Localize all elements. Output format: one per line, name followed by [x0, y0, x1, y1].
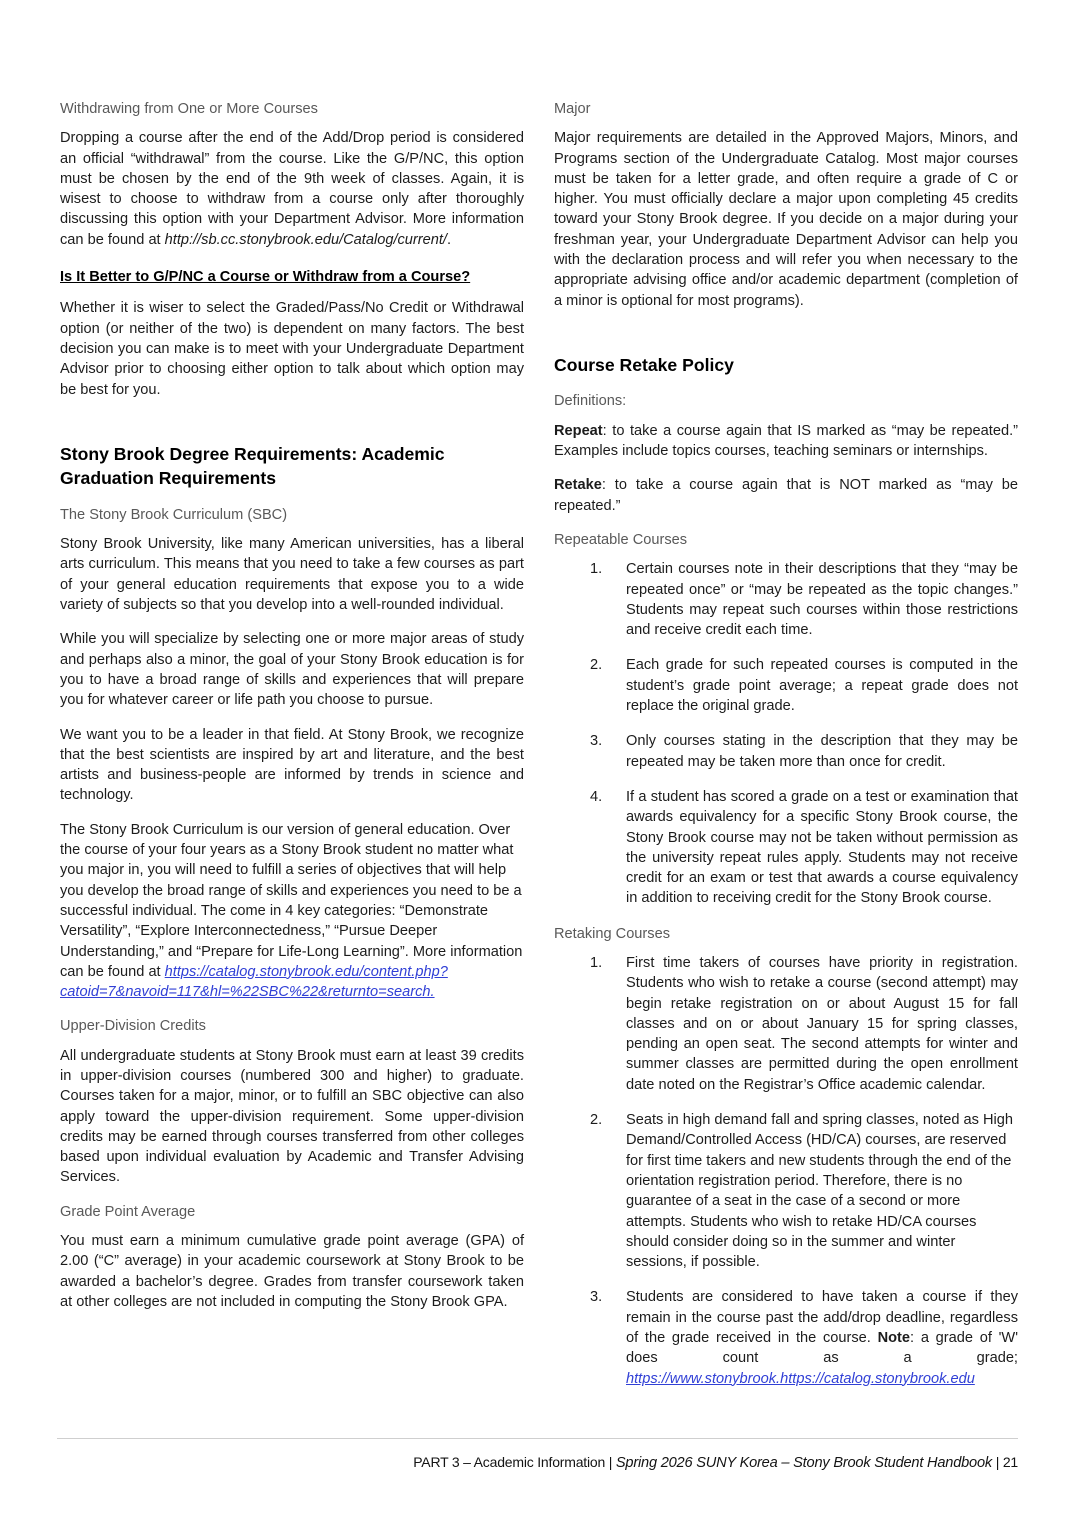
- right-column: [554, 85, 1018, 1404]
- section-heading-sbc: The Stony Brook Curriculum (SBC): [60, 506, 288, 523]
- paragraph-sbc-2: While you will specialize by selecting one or more major areas of study and perhaps also a minor, the goal of your Stony Brook education is for you to have a broad range of skills and experiences that will prepare you for whatever career or life path you choose to pursue.: [60, 631, 524, 709]
- list-item-text: Certain courses note in their descriptions that they “may be repeated once” or “may be repeated as the topic changes.” Students may repeat such courses within those restrictions and receive credit each time.: [626, 561, 1018, 639]
- section-title-degree-requirements: Stony Brook Degree Requirements: Academic Graduation Requirements: [60, 443, 445, 489]
- list-item-retaking-3: [554, 1287, 1018, 1388]
- paragraph-text: .: [446, 231, 452, 248]
- paragraph-gpnc: Whether it is wiser to select the Graded/Pass/No Credit or Withdrawal option (or neither of the two) is dependent on many factors. The best decision you can make is to meet with your Undergraduate Department Advisor prior to choosing either option to talk about which option may be best for you.: [60, 300, 524, 398]
- list-item-text: Seats in high demand fall and spring classes, noted as High Demand/Controlled Access (HD/CA) courses, are reserved for first time takers and new students through the end of the orientation registration period. Therefore, there is no guarantee of a seat in the case of a second or more attempts. Students who wish to retake HD/CA courses should consider doing so in the summer and winter sessions, if possible.: [626, 1112, 1013, 1271]
- paragraph-text: The Stony Brook Curriculum is our version of general education. Over the course of your four years as a Stony Brook student no matter what you major in, you will need to fulfill a series of objectives that will help you develop the broad range of skills and experiences you need to be a successful individual. The come in 4 key categories: “Demonstrate Versatility”, “Explore Interconnectedness,” “Pursue Deeper Understanding,” and “Prepare for Life-Long Learning”. More information can be found at: [60, 821, 523, 980]
- list-item-repeatable-1: [554, 559, 1018, 640]
- term-note: Note: [877, 1330, 911, 1347]
- section-heading-gpa: Grade Point Average: [60, 1203, 196, 1220]
- list-number: 4.: [590, 788, 603, 805]
- paragraph-text: Dropping a course after the end of the Add/Drop period is considered an official “withdrawal” from the course. Like the G/P/NC, this option must be chosen by the end of the 9th week of classes. Again, it is wisest to choose to withdraw from a course only after thoroughly discussing this option with your Department Advisor. More information can be found at: [60, 130, 524, 248]
- list-number: 1.: [590, 955, 603, 971]
- section-heading-withdrawing: Withdrawing from One or More Courses: [60, 101, 318, 117]
- footer-handbook-title: Spring 2026 SUNY Korea – Stony Brook Student Handbook: [615, 1455, 992, 1471]
- list-item-text: : a grade of 'W' does count as a grade;: [626, 1330, 1018, 1367]
- list-item-text: Students are considered to have taken a course if they remain in the course past the add/drop deadline, regardless of the grade received in the course.: [626, 1289, 1018, 1347]
- list-number: 2.: [590, 657, 603, 674]
- paragraph-text: : to take a course again that is NOT marked as “may be repeated.”: [554, 477, 1018, 514]
- stonybrook-catalog-link[interactable]: https://www.stonybrook.https://catalog.stonybrook.edu: [626, 1370, 975, 1387]
- page-footer: [57, 1438, 1018, 1471]
- list-number: 1.: [590, 561, 603, 578]
- list-item-repeatable-4: [554, 787, 1018, 909]
- paragraph-definition-retake: [554, 475, 1018, 516]
- section-heading-major: Major: [554, 101, 591, 117]
- list-number: 2.: [590, 1112, 603, 1129]
- sbc-catalog-link[interactable]: https://catalog.stonybrook.edu/content.php?catoid=7&navoid=117&hl=%22SBC%22&returnto=search.: [60, 963, 448, 1001]
- section-title-course-retake-policy: Course Retake Policy: [554, 354, 734, 375]
- list-number: 3.: [590, 1289, 603, 1306]
- paragraph-sbc-1: Stony Brook University, like many American universities, has a liberal arts curriculum. This means that you need to take a few courses as part of your general education requirements that expose you to a wide variety of subjects so that you develop into a well-rounded individual.: [60, 536, 524, 614]
- footer-page-number: | 21: [992, 1454, 1018, 1470]
- paragraph-upper-division: All undergraduate students at Stony Brook must earn at least 39 credits in upper-division courses (numbered 300 and higher) to graduate. Courses taken for a major, minor, or to fulfill an SBC objective can also apply toward the upper-division requirement. Some upper-division credits may be earned through courses transferred from other colleges based upon individual evaluation by Academic and Transfer Advising Services.: [60, 1047, 524, 1186]
- list-item-text: First time takers of courses have priority in registration. Students who wish to retake a course (second attempt) may begin retake registration on or about August 15 for fall classes and on or about January 15 for spring classes, pending an open seat. The second attempts for winter and summer classes are permitted during the open enrollment date noted on the Registrar’s Office academic calendar.: [626, 955, 1018, 1093]
- term-repeat: Repeat: [554, 422, 603, 439]
- paragraph-sbc-4: [60, 820, 524, 1003]
- section-heading-retaking-courses: Retaking Courses: [554, 925, 670, 942]
- list-item-retaking-2: [554, 1110, 1018, 1272]
- catalog-url-italic[interactable]: http://sb.cc.stonybrook.edu/Catalog/current/: [164, 231, 447, 248]
- list-item-text: If a student has scored a grade on a test or examination that awards equivalency for a specific Stony Brook course, the Stony Brook course may not be taken without permission as the university repeat rules apply. Students may not receive credit for an exam or test that awards a course equivalency in addition to receiving credit for the Stony Brook course.: [626, 788, 1018, 907]
- paragraph-gpa: You must earn a minimum cumulative grade point average (GPA) of 2.00 (“C” average) in your academic coursework at Stony Brook to be awarded a bachelor’s degree. Grades from transfer coursework taken at other colleges are not included in computing the Stony Brook GPA.: [60, 1233, 524, 1310]
- left-column: [60, 85, 524, 1404]
- paragraph-text: : to take a course again that IS marked as “may be repeated.” Examples include topics courses, teaching seminars or internships.: [554, 422, 1018, 460]
- list-item-repeatable-3: [554, 731, 1018, 772]
- section-heading-definitions: Definitions:: [554, 393, 627, 410]
- section-heading-upper-division: Upper-Division Credits: [60, 1018, 206, 1035]
- list-item-repeatable-2: [554, 655, 1018, 716]
- section-heading-repeatable-courses: Repeatable Courses: [554, 531, 688, 548]
- paragraph-withdrawing: [60, 128, 524, 250]
- footer-part-label: PART 3 – Academic Information |: [413, 1454, 616, 1470]
- term-retake: Retake: [554, 477, 602, 494]
- paragraph-major: Major requirements are detailed in the Approved Majors, Minors, and Programs section of the Undergraduate Catalog. Most major courses must be taken for a letter grade, and often require a grade of C or higher. You must officially declare a major upon completing 45 credits toward your Stony Brook degree. If you decide on a major during your freshman year, your Undergraduate Department Advisor can help you with the declaration process and will refer you when necessary to the appropriate advising office and/or academic department (completion of a minor is optional for most programs).: [554, 130, 1018, 309]
- section-heading-gpnc-question: Is It Better to G/P/NC a Course or Withdraw from a Course?: [60, 269, 471, 286]
- paragraph-sbc-3: We want you to be a leader in that field. At Stony Brook, we recognize that the best scientists are inspired by art and literature, and the best artists and business-people are informed by trends in science and technology.: [60, 726, 524, 804]
- list-item-retaking-1: [554, 953, 1018, 1095]
- list-item-text: Each grade for such repeated courses is computed in the student’s grade point average; a repeat grade does not replace the original grade.: [626, 657, 1018, 715]
- list-item-text: Only courses stating in the description that they may be repeated may be taken more than once for credit.: [626, 733, 1018, 770]
- list-number: 3.: [590, 733, 603, 750]
- paragraph-definition-repeat: [554, 421, 1018, 462]
